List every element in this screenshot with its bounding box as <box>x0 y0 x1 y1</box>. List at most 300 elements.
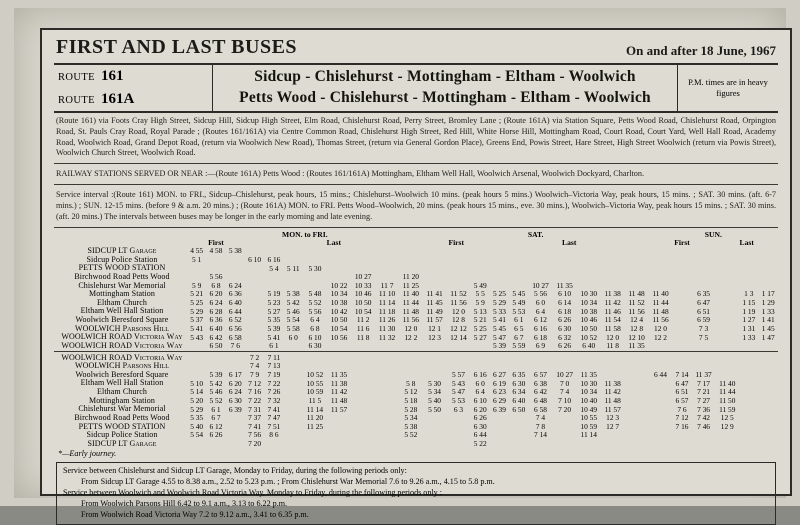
time-cell <box>509 440 528 449</box>
time-cell: 7 16 <box>675 421 689 431</box>
time-cell: 7 4 <box>249 361 260 371</box>
time-cell: 10 46 <box>354 289 372 299</box>
time-cell: 12 3 <box>606 413 620 423</box>
time-cell: 11 26 <box>378 315 396 325</box>
time-cell <box>672 282 691 291</box>
time-cell: 1 17 <box>761 289 775 299</box>
time-cell: 6 7 <box>514 332 524 342</box>
route-numbers <box>54 65 213 111</box>
early-journey-note: *—Early journey. <box>58 449 117 459</box>
time-cell <box>446 431 470 440</box>
time-cell <box>715 247 739 256</box>
time-cell: 10 42 <box>330 306 348 316</box>
time-cell: 11 52 <box>450 289 467 299</box>
stop-name: PETTS WOOD STATION <box>78 263 166 273</box>
time-cell <box>625 256 649 265</box>
time-cell: 6 5 <box>514 323 524 333</box>
time-cell: 6 44 <box>473 430 487 440</box>
time-cell: 6 1 <box>269 341 279 351</box>
time-cell <box>471 354 490 363</box>
time-cell: 11 35 <box>330 370 348 380</box>
time-cell <box>351 405 375 414</box>
time-cell: 7 6 <box>677 404 687 414</box>
time-cell: 5 11 <box>286 263 300 273</box>
time-cell: 5 9 <box>192 280 202 290</box>
time-cell <box>303 431 327 440</box>
time-cell: 7 5 <box>698 332 709 342</box>
time-cell: 11 41 <box>426 289 443 299</box>
time-cell: 7 2 <box>249 352 260 362</box>
time-cell: 6 30 <box>558 323 572 333</box>
time-cell: 5 35 <box>267 315 281 325</box>
time-cell: 11 40 <box>652 289 669 299</box>
time-cell: 6 39 <box>228 404 242 414</box>
time-cell: 7 9 <box>249 370 260 380</box>
time-cell: 5 28 <box>404 404 418 414</box>
time-cell <box>471 256 490 265</box>
time-cell: 6 58 <box>534 404 547 414</box>
time-cell <box>490 273 509 282</box>
stop-name: Mottingham Station <box>88 289 156 299</box>
time-cell <box>715 256 739 265</box>
time-cell <box>375 388 399 397</box>
time-cell <box>509 423 528 432</box>
time-cell: 11 40 <box>402 289 419 299</box>
time-cell <box>758 362 778 371</box>
time-cell: 11 35 <box>556 280 573 290</box>
time-cell <box>284 273 303 282</box>
time-cell: 6 34 <box>512 387 526 397</box>
time-cell: 5 19 <box>267 289 281 299</box>
time-cell: 11 14 <box>580 430 597 440</box>
time-cell: 7 22 <box>267 378 281 388</box>
time-cell: 11 10 <box>378 289 396 299</box>
time-cell <box>739 354 758 363</box>
time-cell: 1 33 <box>761 306 775 316</box>
time-cell <box>672 256 691 265</box>
time-cell <box>577 264 601 273</box>
subheader-last: Last <box>739 237 754 247</box>
time-cell: 4 58 <box>209 246 223 256</box>
time-cell: 11 42 <box>604 387 621 397</box>
time-cell <box>399 247 423 256</box>
time-cell: 10 52 <box>306 370 324 380</box>
time-cell <box>351 342 375 351</box>
time-cell: 10 52 <box>580 332 598 342</box>
time-cell <box>528 264 552 273</box>
time-cell: 5 21 <box>473 315 487 325</box>
time-cell: 11 7 <box>380 280 394 290</box>
time-cell <box>758 354 778 363</box>
time-cell: 6 20 <box>473 404 487 414</box>
time-cell <box>692 440 716 449</box>
time-cell <box>245 273 264 282</box>
time-cell: 10 30 <box>580 378 598 388</box>
time-cell <box>327 342 351 351</box>
time-cell <box>351 397 375 406</box>
time-cell <box>226 440 245 449</box>
time-cell <box>226 423 245 432</box>
time-cell <box>284 379 303 388</box>
time-cell: 5 25 <box>190 298 204 308</box>
time-cell <box>446 247 470 256</box>
time-cell: 12 2 <box>404 332 418 342</box>
time-cell: 6 36 <box>228 289 242 299</box>
time-cell: 6 9 <box>535 341 546 351</box>
time-cell <box>692 264 716 273</box>
time-cell: 11 48 <box>604 395 621 405</box>
time-cell <box>206 354 225 363</box>
time-cell: 5 43 <box>190 332 204 342</box>
service-interval-text: Service interval :(Route 161) MON. to FRI., Sidcup–Chislehurst, peak hours, 15 mins.; Chislehurst–Woolwich 10 mins. (peak hours 5 mins.) Woolwich–Victoria Way, peak hours, 15 mins. ; SAT. 30 mins. (aft. 6-7 mins.) ; SUN. 12-15 mins. (before 9 & a.m. 20 mins.) ; (Route 161A) MON. to FRI. Petts Wood–Woolwich, 20 mins. (peak hours 15 mins., eve. 30 mins.), Woolwich–Victoria Way, peak hours 15 mins. ; SAT. 30 mins. (aft. 20 mins.) The intervals between buses may be longer in the early morning and late evening. <box>56 190 776 221</box>
time-cell <box>351 423 375 432</box>
time-cell: 6 24 <box>209 298 223 308</box>
time-cell <box>245 316 264 325</box>
time-cell: 6 20 <box>209 289 223 299</box>
time-cell <box>264 273 283 282</box>
time-cell: 6 1 <box>514 315 524 325</box>
time-cell: 6 50 <box>209 341 223 351</box>
time-cell: 10 54 <box>354 306 372 316</box>
time-cell <box>327 247 351 256</box>
time-cell: 12 0 <box>451 306 465 316</box>
table-row <box>54 440 778 449</box>
route-number-2: 161A <box>101 91 135 107</box>
time-cell <box>625 388 649 397</box>
time-cell: 11 54 <box>604 315 621 325</box>
time-cell: 7 12 <box>248 378 262 388</box>
time-cell: 5 34 <box>404 413 418 423</box>
time-cell: 12 2 <box>654 332 667 342</box>
time-cell <box>351 431 375 440</box>
time-cell <box>245 307 264 316</box>
day-header: SAT. <box>527 229 544 239</box>
time-cell: 12 14 <box>450 332 467 342</box>
time-cell <box>672 431 691 440</box>
time-cell: 10 22 <box>330 280 348 290</box>
time-cell <box>758 388 778 397</box>
time-cell: 7 20 <box>558 404 572 414</box>
time-cell: 11 14 <box>378 298 396 308</box>
time-cell: 6 51 <box>675 387 689 397</box>
subheader-last: Last <box>326 237 341 247</box>
time-cell: 1 27 <box>742 315 756 325</box>
time-cell: 7 47 <box>267 413 281 423</box>
time-cell: 11 44 <box>402 298 419 308</box>
time-cell: 11 14 <box>306 404 324 414</box>
time-cell: 12 7 <box>606 421 620 431</box>
time-cell <box>715 440 739 449</box>
time-cell: 7 6 <box>230 341 240 351</box>
time-cell: 6 40 <box>512 395 526 405</box>
time-cell <box>553 414 577 423</box>
time-cell: 5 49 <box>473 280 487 290</box>
time-cell <box>509 247 528 256</box>
time-cell: 5 42 <box>209 378 223 388</box>
time-cell: 11 8 <box>356 332 370 342</box>
time-cell <box>649 431 673 440</box>
time-cell: 11 38 <box>330 378 348 388</box>
time-cell: 5 50 <box>428 404 441 414</box>
time-cell <box>553 423 577 432</box>
time-cell: 1 41 <box>761 315 775 325</box>
time-cell: 5 29 <box>190 404 204 414</box>
time-cell: 11 50 <box>719 395 736 405</box>
time-cell: 6 26 <box>209 430 223 440</box>
time-cell: 11 57 <box>330 404 348 414</box>
time-cell: 7 10 <box>558 395 572 405</box>
time-cell <box>739 431 758 440</box>
time-cell <box>399 256 423 265</box>
time-cell: 6 47 <box>675 378 689 388</box>
time-cell <box>423 414 447 423</box>
time-cell <box>715 307 739 316</box>
time-cell <box>758 342 778 351</box>
time-cell <box>577 354 601 363</box>
time-cell <box>509 354 528 363</box>
time-cell <box>528 247 552 256</box>
time-cell <box>715 362 739 371</box>
time-cell: 7 4 <box>559 387 570 397</box>
time-cell: 6 20 <box>228 378 242 388</box>
route-number-1: 161 <box>101 68 124 84</box>
time-cell <box>692 431 716 440</box>
paper-background <box>14 8 786 520</box>
time-cell: 5 23 <box>267 298 281 308</box>
time-cell: 11 48 <box>628 289 645 299</box>
time-cell <box>471 264 490 273</box>
stop-name: Birchwood Road Petts Wood <box>74 271 170 281</box>
time-cell <box>303 256 327 265</box>
time-cell: 6 18 <box>534 332 547 342</box>
time-cell: 6 40 <box>209 323 223 333</box>
time-cell: 10 46 <box>580 315 598 325</box>
time-cell: 12 3 <box>428 332 441 342</box>
stop-name: PETTS WOOD STATION <box>78 421 166 431</box>
time-cell: 5 34 <box>428 387 441 397</box>
time-cell: 10 38 <box>580 306 598 316</box>
table-row <box>54 431 778 440</box>
time-cell: 11 56 <box>450 298 467 308</box>
time-cell: 7 19 <box>267 370 281 380</box>
time-cell: 7 56 <box>248 430 262 440</box>
time-cell <box>399 362 423 371</box>
time-cell: 10 40 <box>580 395 598 405</box>
time-cell <box>284 431 303 440</box>
time-cell: 6 12 <box>209 421 223 431</box>
time-cell <box>446 342 470 351</box>
time-cell <box>601 440 625 449</box>
time-cell <box>284 362 303 371</box>
time-cell: 11 42 <box>604 298 621 308</box>
time-cell: 10 59 <box>306 387 324 397</box>
time-cell: 5 14 <box>190 387 204 397</box>
time-cell <box>351 354 375 363</box>
time-cell <box>423 273 447 282</box>
route-161-description: Sidcup - Chislehurst - Mottingham - Eltham - Woolwich <box>254 68 636 85</box>
time-cell: 10 27 <box>532 280 549 290</box>
time-cell: 7 16 <box>248 387 262 397</box>
time-cell: 6 10 <box>308 332 322 342</box>
time-cell: 11 25 <box>306 421 324 431</box>
time-cell: 6 4 <box>310 315 320 325</box>
time-cell <box>649 354 673 363</box>
time-cell <box>528 440 552 449</box>
time-cell: 11 37 <box>695 370 712 380</box>
time-cell <box>423 440 447 449</box>
time-cell <box>692 247 716 256</box>
time-cell: 6 8 <box>211 280 221 290</box>
time-cell <box>446 440 470 449</box>
time-cell <box>327 431 351 440</box>
time-cell: 6 0 <box>288 332 298 342</box>
time-cell: 1 15 <box>742 298 756 308</box>
time-cell <box>553 440 577 449</box>
time-cell <box>446 256 470 265</box>
time-cell: 6 4 <box>475 387 485 397</box>
table-row <box>54 247 778 256</box>
time-cell: 12 8 <box>630 323 644 333</box>
time-cell: 10 50 <box>330 315 348 325</box>
first-last-header-row <box>54 239 778 247</box>
time-cell <box>715 431 739 440</box>
time-cell <box>672 354 691 363</box>
time-cell <box>351 247 375 256</box>
time-cell: 6 47 <box>697 298 710 308</box>
time-cell: 6 19 <box>493 378 506 388</box>
time-cell: 11 59 <box>719 404 736 414</box>
time-cell <box>715 299 739 308</box>
time-cell <box>375 414 399 423</box>
time-cell: 6 27 <box>493 370 506 380</box>
time-cell: 6 44 <box>228 306 242 316</box>
time-cell: 10 50 <box>354 298 372 308</box>
time-cell: 7 31 <box>248 404 262 414</box>
time-cell <box>284 247 303 256</box>
time-cell: 6 10 <box>558 289 572 299</box>
time-cell <box>245 299 264 308</box>
time-cell <box>715 354 739 363</box>
time-cell: 7 32 <box>267 395 281 405</box>
time-cell: 7 14 <box>675 370 689 380</box>
time-cell: 6 16 <box>534 323 547 333</box>
time-cell <box>715 333 739 342</box>
time-cell <box>715 342 739 351</box>
time-cell: 5 56 <box>308 306 322 316</box>
time-cell: 6 38 <box>534 378 547 388</box>
time-cell: 11 56 <box>402 315 419 325</box>
time-cell: 5 58 <box>286 323 300 333</box>
time-cell <box>471 342 490 351</box>
stop-name: SIDCUP LT Garage <box>87 438 157 448</box>
divider-3 <box>54 227 778 228</box>
time-cell <box>649 247 673 256</box>
time-cell <box>303 247 327 256</box>
time-cell <box>553 247 577 256</box>
stop-name: SIDCUP LT Garage <box>87 246 157 255</box>
header-row <box>48 30 784 63</box>
time-cell <box>351 379 375 388</box>
footer-line-3: Service between Woolwich and Woolwich Road Victoria Way, Monday to Friday, during the following periods only : <box>63 488 442 498</box>
time-cell <box>625 362 649 371</box>
time-cell: 5 18 <box>404 395 418 405</box>
time-cell <box>423 342 447 351</box>
time-cell <box>245 290 264 299</box>
time-cell: 12 0 <box>654 323 667 333</box>
time-cell: 11 25 <box>402 280 419 290</box>
time-cell: 10 33 <box>354 280 372 290</box>
time-cell: 10 27 <box>354 272 372 282</box>
time-cell: 6 30 <box>512 378 526 388</box>
time-cell <box>351 362 375 371</box>
time-cell: 5 35 <box>190 413 204 423</box>
stop-name: Eltham Well Hall Station <box>80 306 164 316</box>
time-cell <box>187 440 206 449</box>
time-cell <box>245 325 264 334</box>
time-cell <box>471 247 490 256</box>
time-cell <box>739 371 758 380</box>
time-cell <box>284 371 303 380</box>
time-cell <box>625 440 649 449</box>
pm-times-note: P.M. times are in heavy figures <box>677 65 778 111</box>
time-cell <box>758 256 778 265</box>
time-cell <box>375 247 399 256</box>
time-cell <box>601 431 625 440</box>
time-cell <box>672 273 691 282</box>
time-cell <box>490 264 509 273</box>
time-cell <box>327 423 351 432</box>
time-cell <box>264 440 283 449</box>
time-cell: 6 42 <box>209 332 223 342</box>
time-cell: 12 0 <box>606 332 620 342</box>
time-cell: 11 48 <box>652 306 669 316</box>
time-cell <box>226 256 245 265</box>
time-cell: 5 43 <box>451 378 465 388</box>
time-cell <box>553 264 577 273</box>
time-cell: 5 29 <box>493 298 506 308</box>
time-cell <box>739 388 758 397</box>
time-cell <box>601 273 625 282</box>
time-cell: 6 32 <box>558 332 572 342</box>
time-cell <box>528 354 552 363</box>
time-cell: 6 10 <box>248 254 262 264</box>
timetable <box>54 231 778 449</box>
time-cell: 6 42 <box>534 387 547 397</box>
time-cell <box>446 273 470 282</box>
time-cell <box>553 354 577 363</box>
time-cell: 1 29 <box>761 298 775 308</box>
time-cell <box>226 431 245 440</box>
time-cell: 5 59 <box>512 341 526 351</box>
stop-name: WOOLWICH Parsons Hill <box>74 323 170 333</box>
time-cell: 6 39 <box>493 404 506 414</box>
time-cell: 11 18 <box>378 306 396 316</box>
time-cell <box>446 414 470 423</box>
time-cell <box>577 440 601 449</box>
time-cell: 6 10 <box>473 395 487 405</box>
time-cell <box>715 316 739 325</box>
time-cell: 6 7 <box>211 413 221 423</box>
time-cell: 7 14 <box>534 430 547 440</box>
time-cell <box>625 423 649 432</box>
time-cell: 6 16 <box>473 370 487 380</box>
time-cell: 6 17 <box>228 370 242 380</box>
time-cell: 5 10 <box>190 378 204 388</box>
time-cell: 11 57 <box>426 315 443 325</box>
time-cell: 10 55 <box>306 378 324 388</box>
time-cell <box>692 354 716 363</box>
time-cell: 11 30 <box>378 323 396 333</box>
